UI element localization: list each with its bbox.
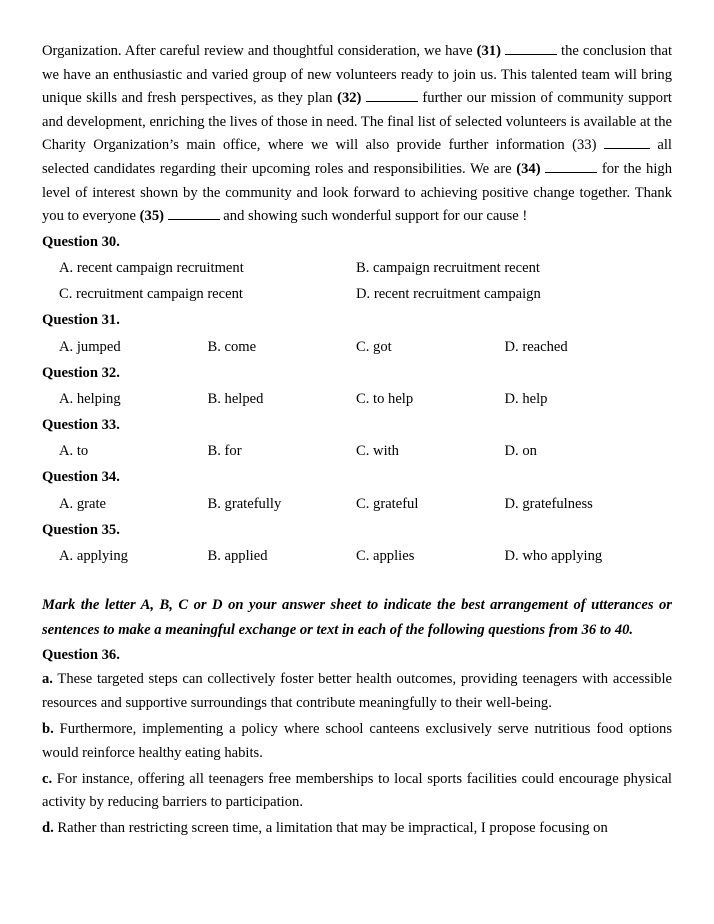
- item-letter: d.: [42, 820, 54, 837]
- answer-blank: [604, 136, 650, 149]
- item-text: Furthermore, implementing a policy where school canteens exclusively serve nutritious food options would reinforce healthy eating habits.: [42, 721, 672, 761]
- option-b: B. campaign recruitment recent: [356, 259, 540, 276]
- option-b: B. come: [207, 338, 257, 355]
- document-page: [42, 40, 672, 844]
- options-row: [42, 255, 672, 281]
- question-label: Question 33.: [42, 417, 120, 434]
- option-d: D. on: [504, 443, 537, 460]
- item-text: These targeted steps can collectively foster better health outcomes, providing teenagers with accessible resources and supportive surroundings that contribute meaningfully to their well-being.: [42, 671, 672, 711]
- item-text: For instance, offering all teenagers free memberships to local sports facilities could encourage physical activity by reducing barriers to participation.: [42, 770, 672, 811]
- options-row: [42, 281, 672, 307]
- passage-text: further our mission of community support and development, enriching the lives of those in need. The final list of selected volunteers is available at the Charity Organization’s main office, where we will also provide further information: [42, 90, 672, 154]
- options-row: [42, 491, 672, 517]
- sentence-item: [42, 718, 672, 765]
- blank-number: (33): [572, 137, 597, 154]
- blank-number: (34): [516, 160, 541, 177]
- item-text: Rather than restricting screen time, a limitation that may be impractical, I propose focusing on: [53, 820, 608, 837]
- option-c: C. got: [356, 338, 392, 355]
- option-a: A. grate: [59, 495, 107, 512]
- item-letter: a.: [42, 671, 53, 688]
- passage-text: the conclusion that we have an enthusiastic and varied group of new volunteers ready to join us. This talented team will bring unique skills and fresh perspectives, as they plan: [42, 43, 672, 107]
- option-c: C. grateful: [356, 495, 419, 512]
- passage-text: for the high level of interest shown by the community and look forward to achieving positive change together. Thank you to everyone: [42, 160, 672, 225]
- answer-blank: [505, 42, 557, 55]
- question-label: Question 35.: [42, 521, 120, 538]
- option-d: D. help: [504, 390, 548, 407]
- option-a: A. helping: [59, 390, 121, 407]
- section-instruction: Mark the letter A, B, C or D on your answer sheet to indicate the best arrangement of utterances or sentences to make a meaningful exchange or text in each of the following questions from 36 to 40.: [42, 597, 672, 638]
- passage-text: all selected candidates regarding their upcoming roles and responsibilities. We are: [42, 137, 672, 177]
- option-a: A. recent campaign recruitment: [59, 259, 244, 276]
- question-label: Question 34.: [42, 469, 120, 486]
- passage-text: Organization. After careful review and thoughtful consideration, we have: [42, 43, 477, 59]
- item-letter: c.: [42, 770, 53, 787]
- option-b: B. for: [207, 443, 242, 460]
- sentence-item: [42, 668, 672, 715]
- option-a: A. jumped: [59, 338, 121, 355]
- answer-blank: [366, 89, 418, 102]
- options-row: [42, 438, 672, 464]
- options-row: [42, 334, 672, 360]
- option-a: A. applying: [59, 548, 128, 564]
- question-label: Question 32.: [42, 364, 120, 381]
- option-b: B. gratefully: [207, 495, 282, 512]
- sentence-item: [42, 817, 672, 841]
- question-label: Question 30.: [42, 233, 120, 250]
- option-d: D. gratefulness: [504, 495, 593, 512]
- question-label: Question 31.: [42, 312, 120, 329]
- option-c: C. applies: [356, 548, 415, 564]
- option-d: D. reached: [504, 338, 568, 355]
- passage-text: and showing such wonderful support for our cause !: [219, 208, 528, 225]
- option-c: C. with: [356, 443, 399, 460]
- answer-blank: [545, 160, 597, 173]
- blank-number: (31): [476, 43, 501, 59]
- blank-number: (35): [139, 208, 164, 225]
- option-c: C. recruitment campaign recent: [59, 286, 243, 303]
- option-b: B. applied: [207, 548, 268, 564]
- question-label: Question 36.: [42, 647, 120, 664]
- blank-number: (32): [337, 90, 362, 107]
- option-c: C. to help: [356, 390, 414, 407]
- passage: [42, 40, 672, 229]
- answer-blank: [168, 207, 220, 220]
- item-letter: b.: [42, 721, 54, 738]
- sentence-item: [42, 768, 672, 815]
- options-row: [42, 386, 672, 412]
- options-row: [42, 543, 672, 569]
- option-a: A. to: [59, 443, 89, 460]
- option-b: B. helped: [207, 390, 264, 407]
- option-d: D. who applying: [504, 548, 603, 564]
- option-d: D. recent recruitment campaign: [356, 286, 541, 303]
